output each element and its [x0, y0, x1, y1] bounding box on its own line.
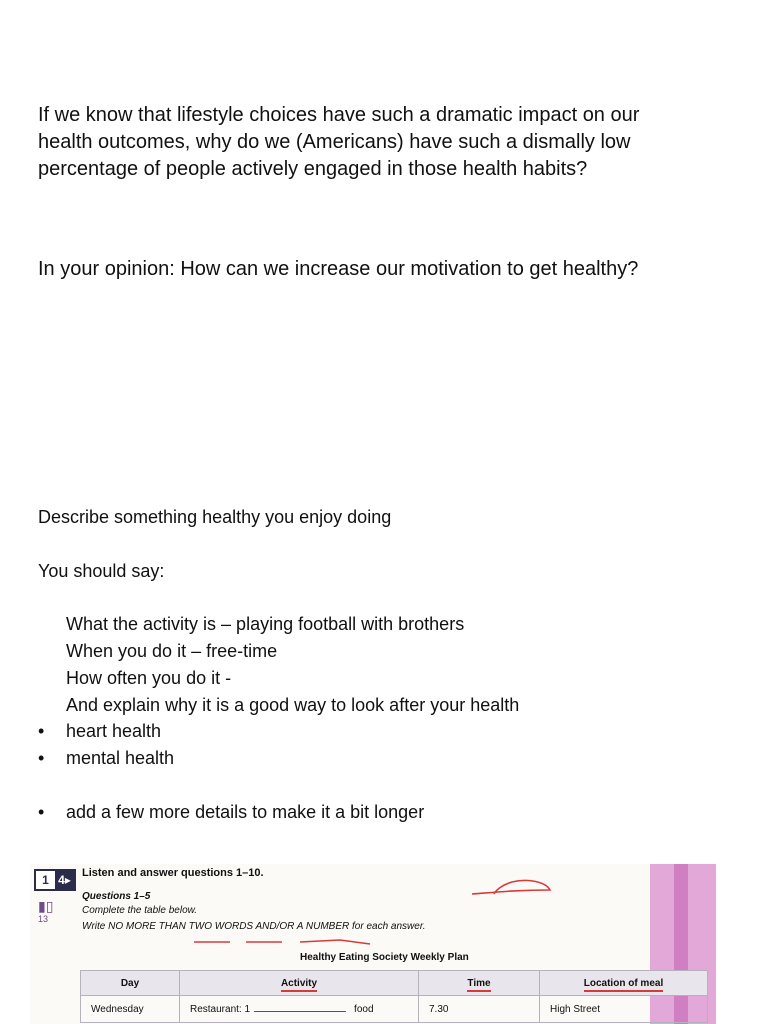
cell-time: 7.30 — [419, 996, 540, 1023]
red-scribble — [468, 872, 558, 900]
track-number: 13 — [38, 914, 49, 924]
worksheet-questions: Questions 1–5 — [82, 891, 151, 902]
table-header-row — [81, 971, 708, 996]
answer-blank-1 — [254, 1011, 346, 1012]
cell-day: Wednesday — [81, 996, 180, 1023]
red-dashes — [190, 934, 380, 948]
worksheet-image — [30, 864, 716, 1024]
bullet-glyph: • — [38, 802, 45, 822]
column-header-location: Location of meal — [540, 971, 708, 996]
cell-location: High Street — [540, 996, 708, 1023]
question-paragraph-2: In your opinion: How can we increase our motivation to get healthy? — [38, 258, 639, 280]
column-header-activity: Activity — [180, 971, 419, 996]
question-paragraph-1: If we know that lifestyle choices have such a dramatic impact on our health outcomes, why do we (Americans) have such a dismally low percentage of people actively engaged in those health habits? — [38, 104, 640, 180]
audio-icon: ▮▯ — [38, 898, 54, 914]
table-row — [81, 996, 708, 1023]
cell-activity: Restaurant: 1 food — [180, 996, 419, 1023]
track-badge: 1 4▸ — [34, 869, 76, 891]
task-prompt: You should say: — [38, 561, 165, 581]
column-header-time: Time — [419, 971, 540, 996]
worksheet-instruction-1: Complete the table below. — [82, 905, 198, 916]
column-header-day: Day — [81, 971, 180, 996]
worksheet-title: Listen and answer questions 1–10. — [82, 867, 264, 879]
plan-table — [80, 970, 708, 1023]
worksheet-instruction-2: Write NO MORE THAN TWO WORDS AND/OR A NUMBER for each answer. — [82, 921, 426, 932]
bullet-glyph: • — [38, 721, 45, 741]
plan-title: Healthy Eating Society Weekly Plan — [300, 952, 469, 963]
bullet-glyph: • — [38, 748, 45, 768]
task-title: Describe something healthy you enjoy doing — [38, 507, 392, 527]
